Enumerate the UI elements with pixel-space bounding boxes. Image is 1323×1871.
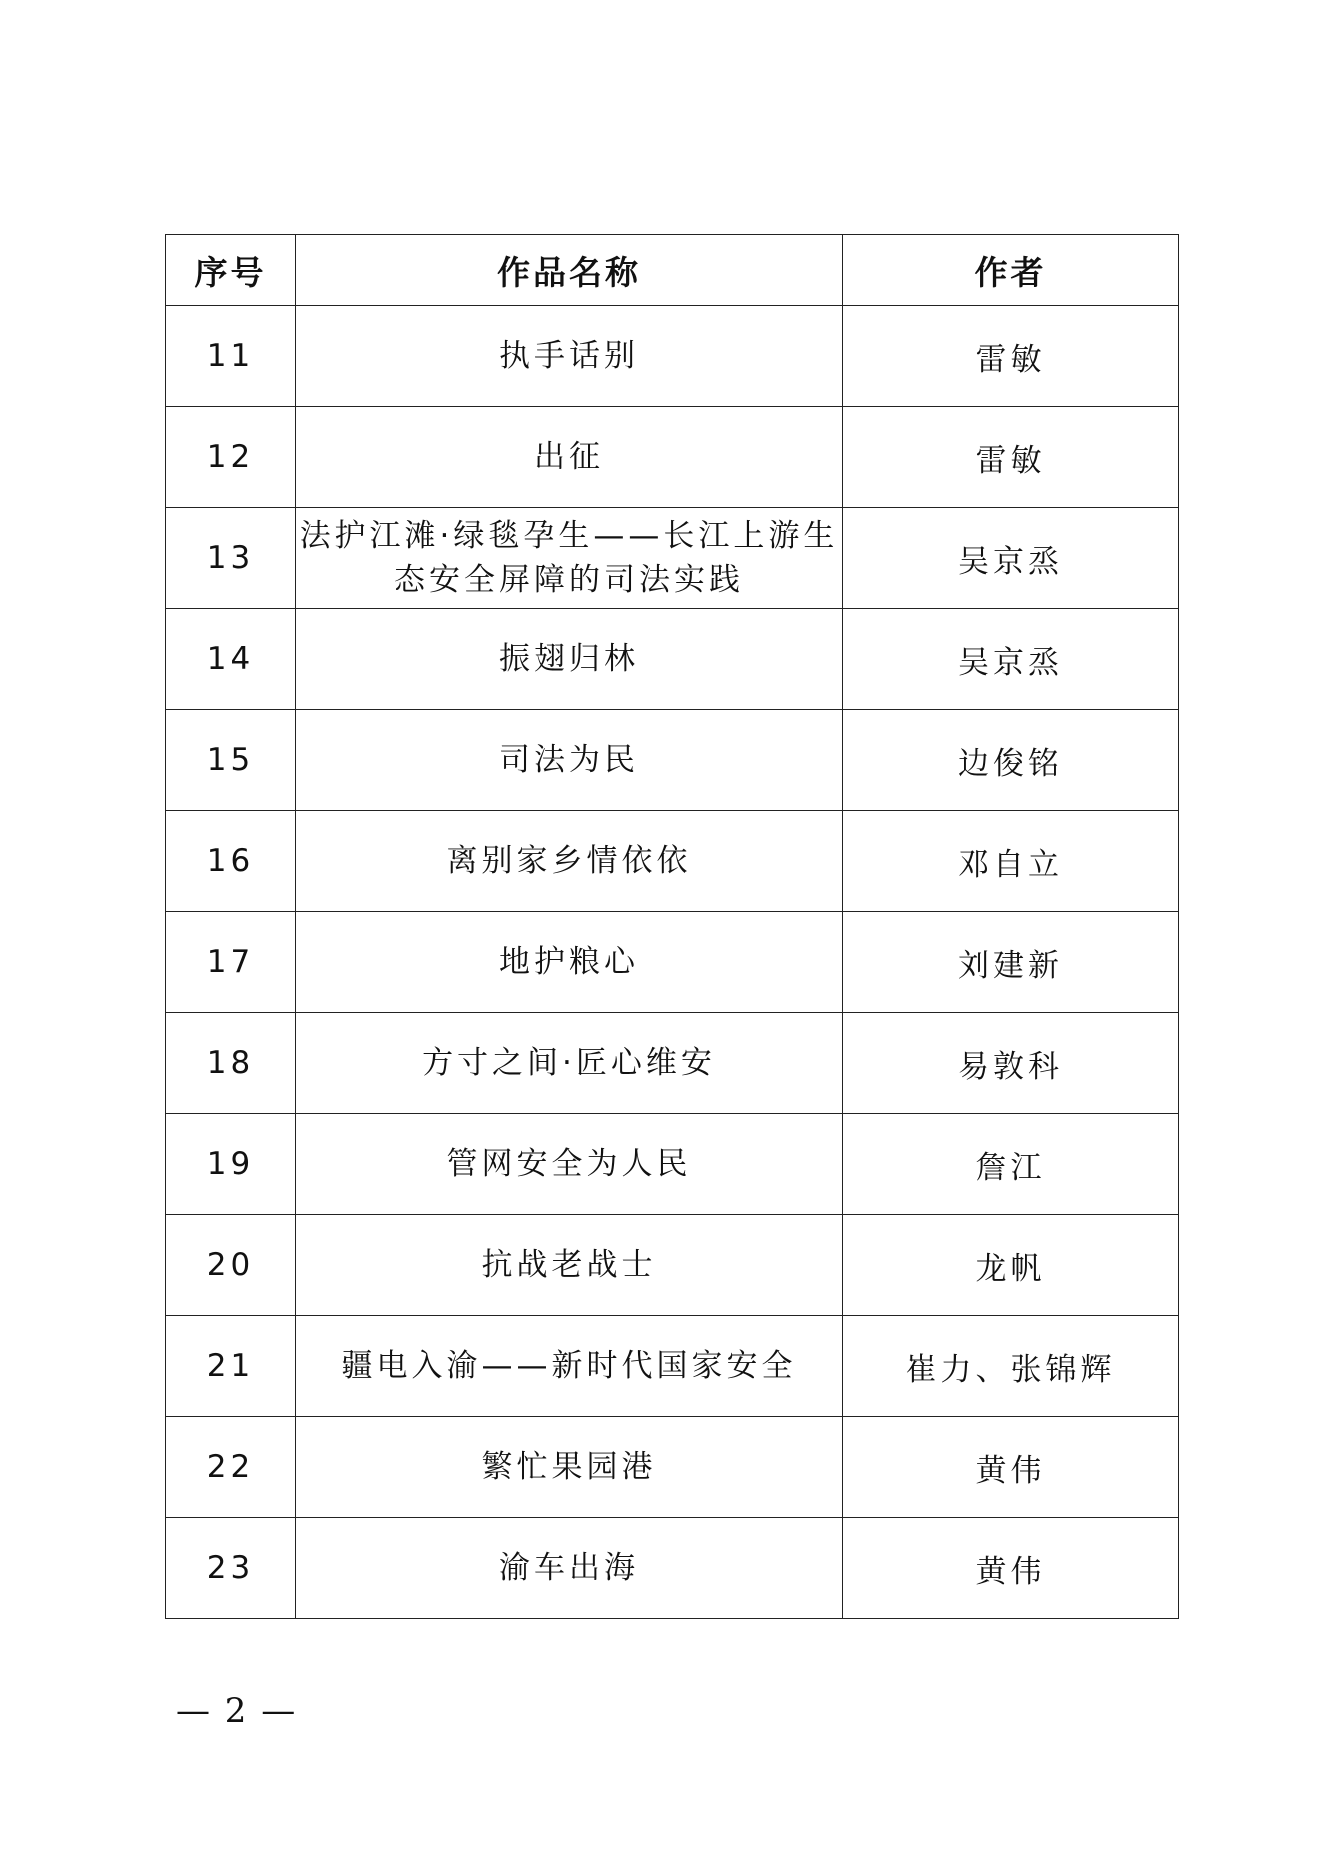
row-number: 17 [166,912,296,1013]
work-title: 振翅归林 [296,609,843,710]
work-author: 龙帆 [843,1215,1179,1316]
works-table [165,234,1179,1619]
work-title: 管网安全为人民 [296,1114,843,1215]
table-row [166,1013,1179,1114]
row-number: 23 [166,1518,296,1619]
row-number: 20 [166,1215,296,1316]
row-number: 11 [166,306,296,407]
work-title: 出征 [296,407,843,508]
work-author: 边俊铭 [843,710,1179,811]
work-title: 抗战老战士 [296,1215,843,1316]
work-title: 繁忙果园港 [296,1417,843,1518]
table-row [166,407,1179,508]
work-author: 刘建新 [843,912,1179,1013]
table-header-row [166,235,1179,306]
work-title: 执手话别 [296,306,843,407]
work-author: 雷敏 [843,407,1179,508]
work-title: 离别家乡情依依 [296,811,843,912]
row-number: 22 [166,1417,296,1518]
work-title: 方寸之间·匠心维安 [296,1013,843,1114]
header-no: 序号 [166,235,296,306]
row-number: 21 [166,1316,296,1417]
work-author: 吴京烝 [843,609,1179,710]
table-row [166,912,1179,1013]
work-title: 渝车出海 [296,1518,843,1619]
work-author: 吴京烝 [843,508,1179,609]
header-title: 作品名称 [296,235,843,306]
header-author: 作者 [843,235,1179,306]
row-number: 13 [166,508,296,609]
work-author: 邓自立 [843,811,1179,912]
table-row [166,811,1179,912]
table-row [166,1114,1179,1215]
work-author: 黄伟 [843,1417,1179,1518]
table-row [166,710,1179,811]
table-row [166,609,1179,710]
row-number: 16 [166,811,296,912]
work-author: 易敦科 [843,1013,1179,1114]
table-row [166,306,1179,407]
table-body [166,306,1179,1619]
table-row [166,1316,1179,1417]
work-author: 雷敏 [843,306,1179,407]
work-author: 崔力、张锦辉 [843,1316,1179,1417]
work-author: 詹江 [843,1114,1179,1215]
row-number: 18 [166,1013,296,1114]
row-number: 12 [166,407,296,508]
row-number: 15 [166,710,296,811]
work-title: 地护粮心 [296,912,843,1013]
table-row [166,1215,1179,1316]
row-number: 14 [166,609,296,710]
row-number: 19 [166,1114,296,1215]
work-author: 黄伟 [843,1518,1179,1619]
work-title: 疆电入渝——新时代国家安全 [296,1316,843,1417]
table-row [166,508,1179,609]
work-title: 法护江滩·绿毯孕生——长江上游生态安全屏障的司法实践 [296,508,843,609]
table-row [166,1417,1179,1518]
table-row [166,1518,1179,1619]
work-title: 司法为民 [296,710,843,811]
page-number: — 2 — [176,1691,298,1731]
